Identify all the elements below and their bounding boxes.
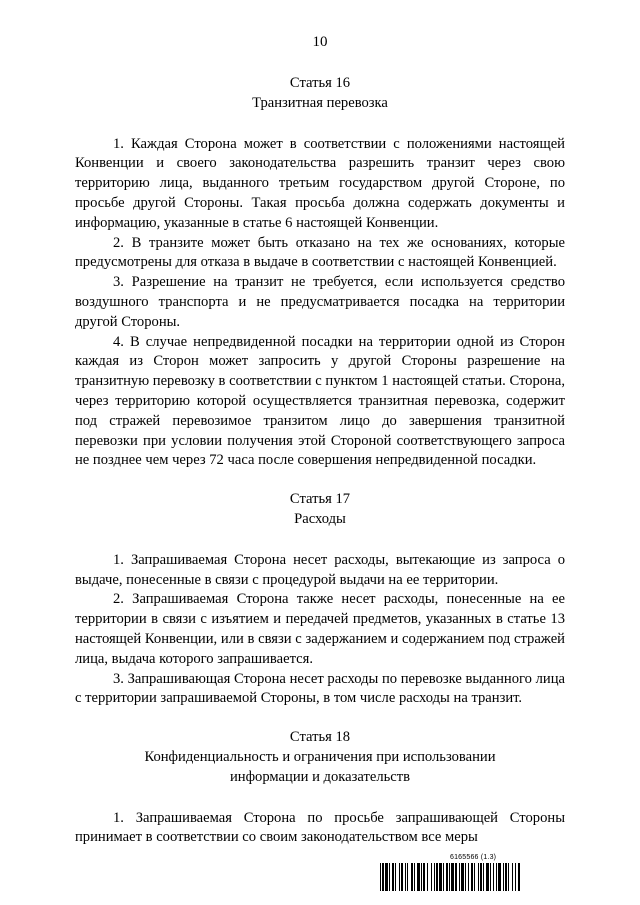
article-16-title: Статья 16: [289, 75, 351, 91]
article-17-subtitle: Расходы: [294, 510, 346, 527]
article-16-paragraph-1: 1. Каждая Сторона может в соответствии с положениями настоящей Конвенции и своего законодательства разрешить транзит через свою территорию лица, выданного третьим государством другой Стороне, по просьбе другой Стороны. Такая просьба должна содержать документы и информацию, указанные в статье 6 настоящей Конвенции.: [75, 135, 565, 231]
article-18-heading: [75, 728, 565, 787]
article-16-paragraph-2: 2. В транзите может быть отказано на тех же основаниях, которые предусмотрены для отказа в выдаче в соответствии с настоящей Конвенцией.: [75, 234, 565, 271]
article-18-paragraph-1: 1. Запрашиваемая Сторона по просьбе запрашивающей Стороны принимает в соответствии со своим законодательством все меры: [75, 809, 565, 846]
article-16-subtitle: Транзитная перевозка: [252, 94, 388, 111]
article-16-heading: [75, 74, 565, 114]
article-18-subtitle-line-1: Конфиденциальность и ограничения при использовании: [144, 748, 496, 765]
article-17-paragraph-2: 2. Запрашиваемая Сторона также несет расходы, понесенные на ее территории в связи с изъятием и передачей предметов, указанных в статье 13 настоящей Конвенции, или в связи с задержанием и содержанием под стражей лица, выдача которого запрашивается.: [75, 591, 565, 667]
article-17-heading: [75, 490, 565, 530]
article-17-title: Статья 17: [289, 491, 351, 508]
article-16-paragraph-3: 3. Разрешение на транзит не требуется, если используется средство воздушного транспорта и не предусматривается посадка на территории другой Стороны.: [75, 274, 565, 330]
article-16-paragraph-4: 4. В случае непредвиденной посадки на территории одной из Сторон каждая из Сторон может запросить у другой Стороны разрешение на транзитную перевозку в соответствии с пунктом 1 настоящей статьи. Сторона, через территорию которой осуществляется транзитная перевозка, содержит под стражей перевозимое транзитом лицо до завершения транзитной перевозки при условии получения этой Стороной соответствующего запроса не позднее чем через 72 часа после совершения непредвиденной посадки.: [75, 333, 565, 469]
article-17-paragraph-3: 3. Запрашивающая Сторона несет расходы по перевозке выданного лица с территории запрашиваемой Стороны, в том числе расходы на транзит.: [75, 670, 565, 707]
barcode-icon: [380, 863, 626, 891]
article-17-paragraph-1: 1. Запрашиваемая Сторона несет расходы, вытекающие из запроса о выдаче, понесенные в связи с процедурой выдачи на ее территории.: [75, 551, 565, 588]
article-18-subtitle-line-2: информации и доказательств: [229, 768, 411, 785]
article-18-title: Статья 18: [289, 729, 351, 746]
document-body: [75, 74, 565, 848]
page-number: 10: [312, 34, 328, 50]
document-barcode: [380, 854, 626, 891]
barcode-number: 6165566 (1.3): [450, 854, 497, 861]
